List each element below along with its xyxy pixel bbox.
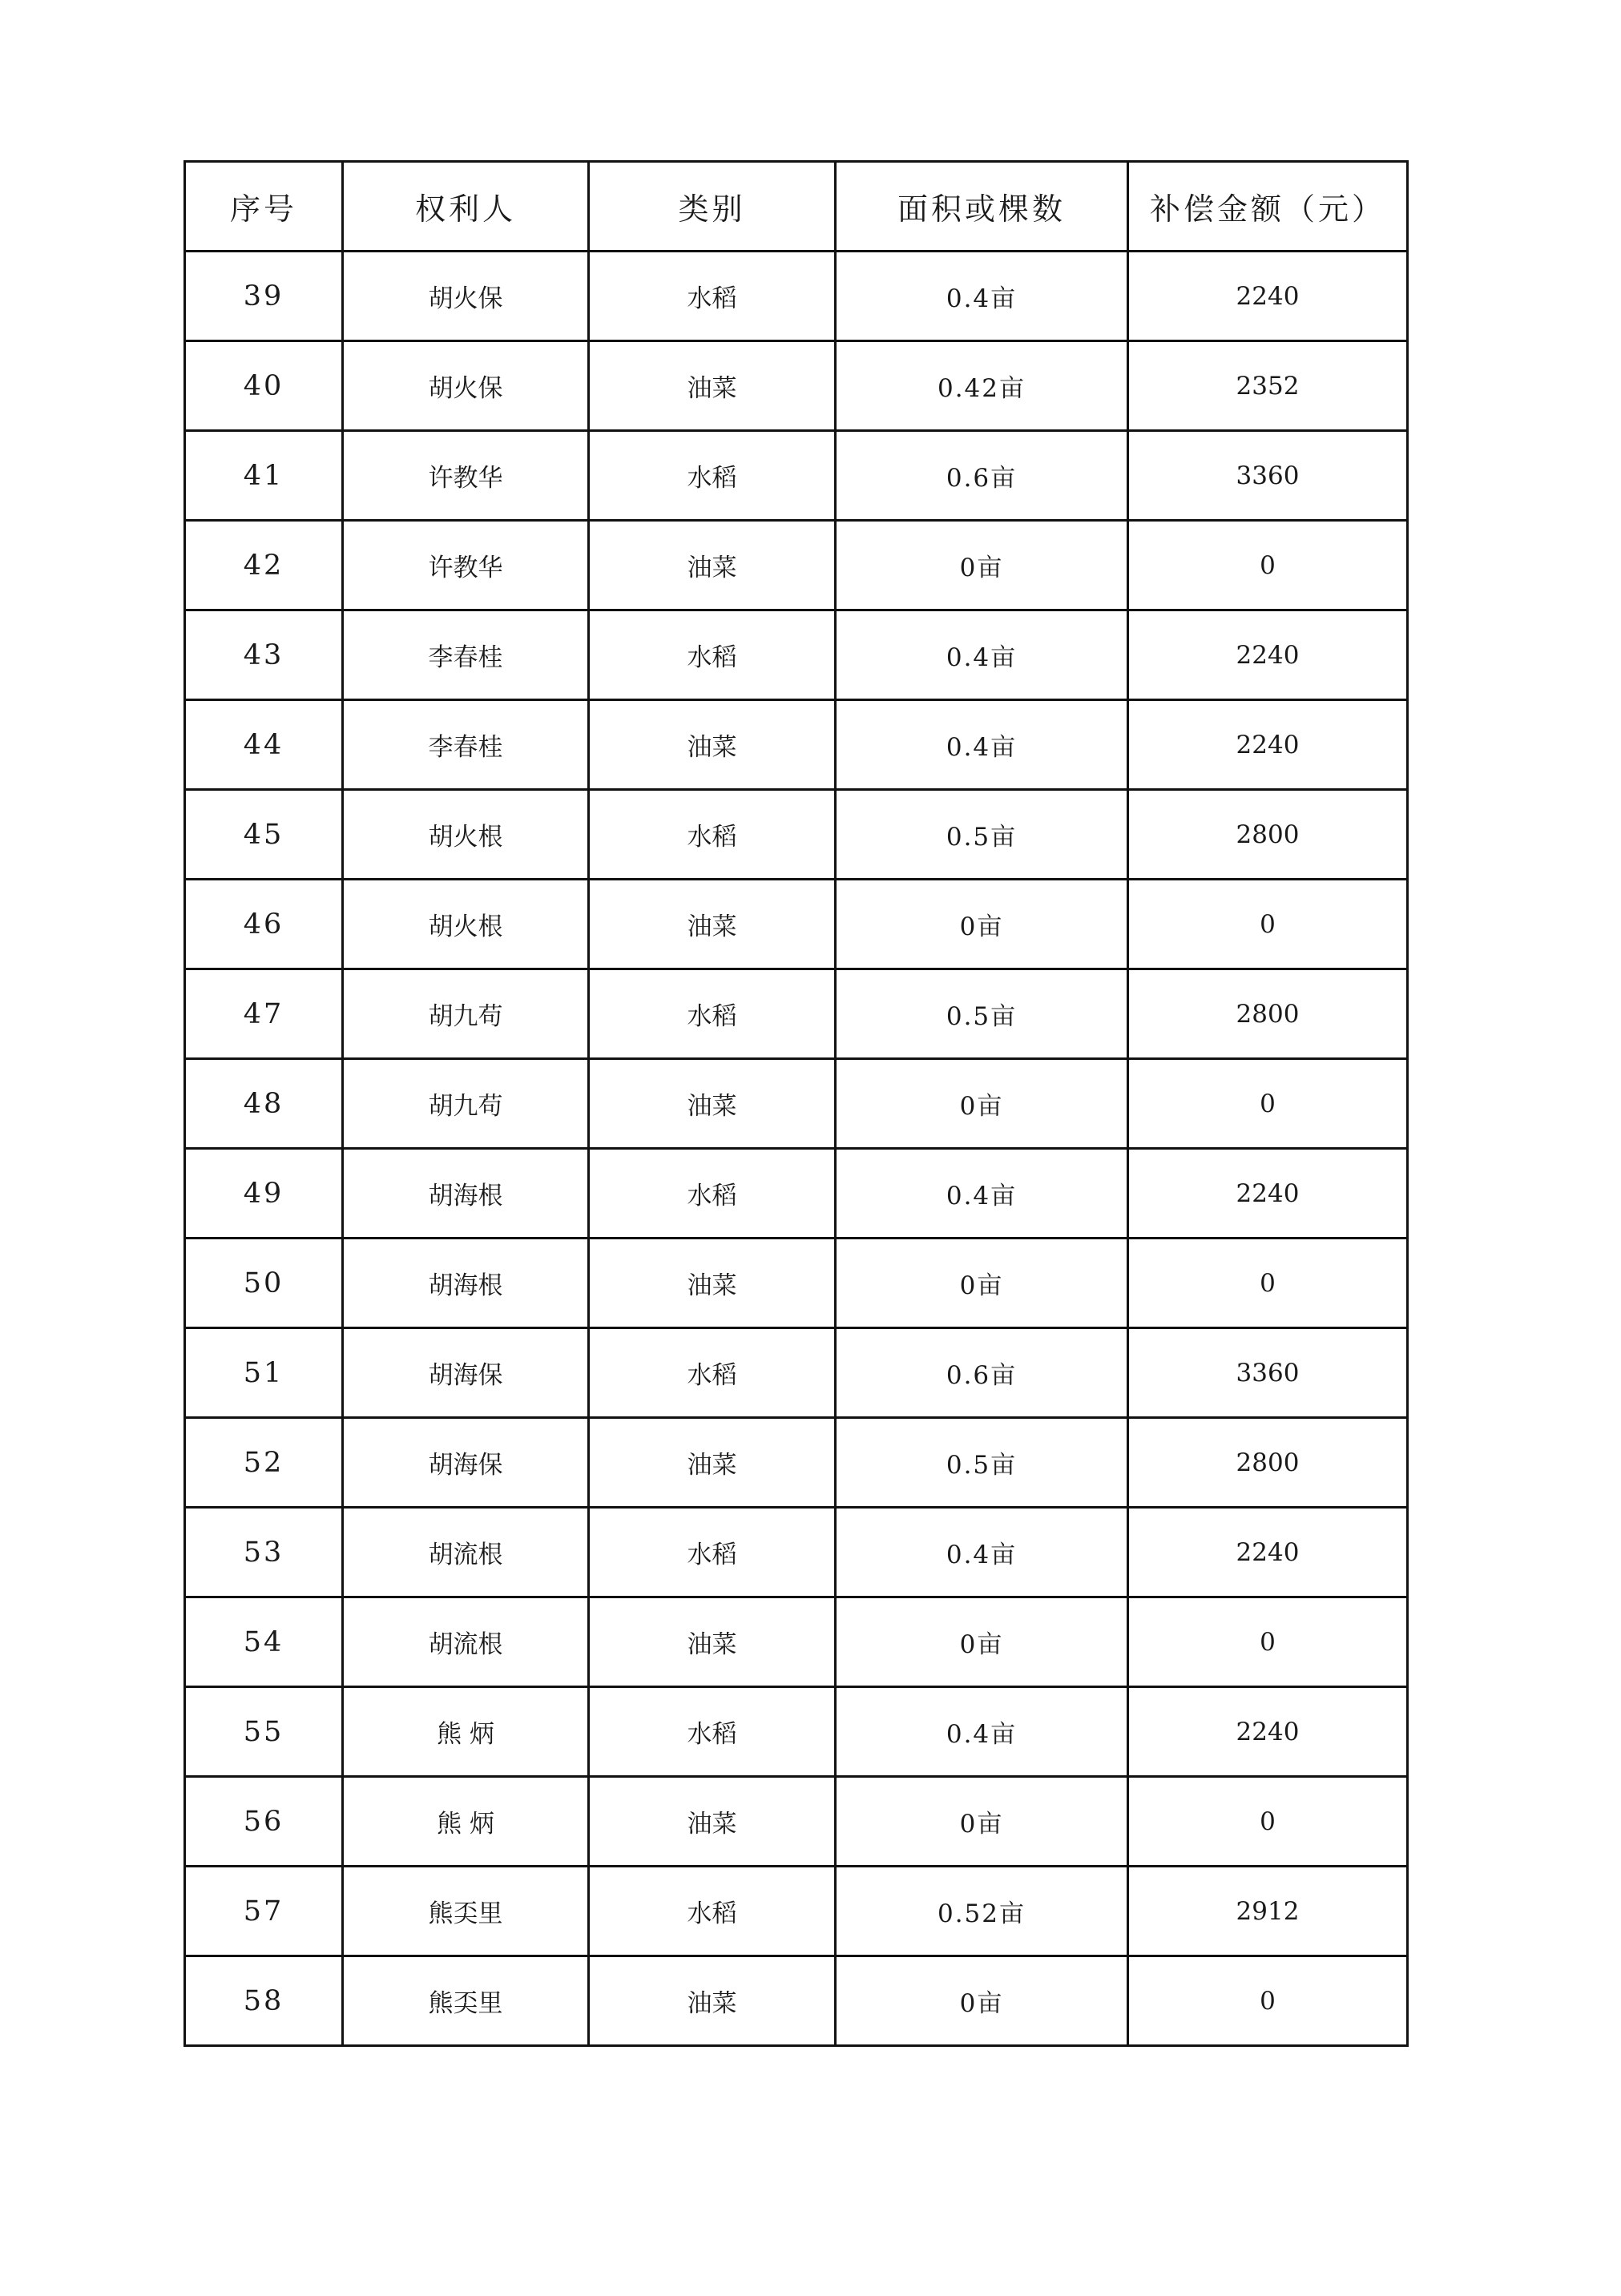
cell-index: 58	[185, 1956, 343, 2046]
cell-owner: 胡海根	[343, 1239, 589, 1328]
cell-amount: 2800	[1128, 1418, 1408, 1508]
cell-amount: 0	[1128, 1597, 1408, 1687]
cell-area: 0亩	[836, 1777, 1128, 1867]
table-row	[185, 1508, 1408, 1597]
cell-owner: 胡火保	[343, 252, 589, 341]
cell-area: 0.5亩	[836, 790, 1128, 880]
cell-amount: 2800	[1128, 790, 1408, 880]
table-row	[185, 431, 1408, 521]
cell-amount: 2240	[1128, 252, 1408, 341]
header-amount: 补偿金额（元）	[1128, 162, 1408, 252]
cell-amount: 0	[1128, 1239, 1408, 1328]
cell-owner: 胡九苟	[343, 969, 589, 1059]
cell-index: 41	[185, 431, 343, 521]
table-row	[185, 1956, 1408, 2046]
cell-amount: 2912	[1128, 1867, 1408, 1956]
cell-area: 0.4亩	[836, 1149, 1128, 1239]
cell-category: 水稻	[589, 1867, 836, 1956]
cell-category: 油菜	[589, 880, 836, 969]
cell-index: 45	[185, 790, 343, 880]
cell-index: 48	[185, 1059, 343, 1149]
cell-owner: 李春桂	[343, 700, 589, 790]
cell-owner: 熊 炳	[343, 1687, 589, 1777]
cell-area: 0.5亩	[836, 1418, 1128, 1508]
cell-index: 46	[185, 880, 343, 969]
cell-amount: 3360	[1128, 1328, 1408, 1418]
cell-amount: 2240	[1128, 610, 1408, 700]
table-row	[185, 1597, 1408, 1687]
cell-area: 0.4亩	[836, 1508, 1128, 1597]
cell-category: 油菜	[589, 1239, 836, 1328]
header-owner: 权利人	[343, 162, 589, 252]
cell-amount: 0	[1128, 1956, 1408, 2046]
cell-area: 0亩	[836, 521, 1128, 610]
table-row	[185, 1867, 1408, 1956]
cell-area: 0.4亩	[836, 1687, 1128, 1777]
cell-area: 0.6亩	[836, 1328, 1128, 1418]
table-body	[185, 252, 1408, 2046]
cell-index: 52	[185, 1418, 343, 1508]
cell-owner: 许教华	[343, 431, 589, 521]
cell-owner: 胡海根	[343, 1149, 589, 1239]
cell-category: 水稻	[589, 1508, 836, 1597]
cell-category: 水稻	[589, 1328, 836, 1418]
table-row	[185, 880, 1408, 969]
cell-area: 0.4亩	[836, 252, 1128, 341]
cell-index: 49	[185, 1149, 343, 1239]
table-row	[185, 1777, 1408, 1867]
header-area: 面积或棵数	[836, 162, 1128, 252]
cell-area: 0.42亩	[836, 341, 1128, 431]
table-row	[185, 521, 1408, 610]
cell-area: 0亩	[836, 1597, 1128, 1687]
table-row	[185, 1687, 1408, 1777]
cell-area: 0.4亩	[836, 610, 1128, 700]
cell-index: 54	[185, 1597, 343, 1687]
cell-category: 油菜	[589, 1777, 836, 1867]
cell-index: 40	[185, 341, 343, 431]
cell-amount: 0	[1128, 1777, 1408, 1867]
cell-category: 油菜	[589, 521, 836, 610]
table-row	[185, 790, 1408, 880]
table-row	[185, 341, 1408, 431]
cell-amount: 2800	[1128, 969, 1408, 1059]
cell-category: 水稻	[589, 431, 836, 521]
cell-index: 57	[185, 1867, 343, 1956]
cell-area: 0亩	[836, 880, 1128, 969]
cell-index: 43	[185, 610, 343, 700]
cell-amount: 0	[1128, 880, 1408, 969]
cell-area: 0.52亩	[836, 1867, 1128, 1956]
cell-index: 50	[185, 1239, 343, 1328]
cell-owner: 李春桂	[343, 610, 589, 700]
cell-amount: 0	[1128, 521, 1408, 610]
table-row	[185, 1418, 1408, 1508]
cell-index: 56	[185, 1777, 343, 1867]
cell-index: 55	[185, 1687, 343, 1777]
header-index: 序号	[185, 162, 343, 252]
table-row	[185, 1059, 1408, 1149]
table-row	[185, 610, 1408, 700]
table-row	[185, 700, 1408, 790]
cell-index: 53	[185, 1508, 343, 1597]
cell-category: 水稻	[589, 610, 836, 700]
cell-category: 油菜	[589, 700, 836, 790]
cell-area: 0亩	[836, 1956, 1128, 2046]
cell-owner: 胡流根	[343, 1597, 589, 1687]
cell-owner: 胡流根	[343, 1508, 589, 1597]
cell-area: 0亩	[836, 1059, 1128, 1149]
cell-index: 44	[185, 700, 343, 790]
cell-owner: 胡火保	[343, 341, 589, 431]
cell-owner: 许教华	[343, 521, 589, 610]
cell-category: 油菜	[589, 341, 836, 431]
header-category: 类别	[589, 162, 836, 252]
cell-owner: 熊奀里	[343, 1867, 589, 1956]
cell-amount: 2240	[1128, 1149, 1408, 1239]
cell-category: 油菜	[589, 1597, 836, 1687]
cell-area: 0.5亩	[836, 969, 1128, 1059]
table-row	[185, 1149, 1408, 1239]
cell-index: 51	[185, 1328, 343, 1418]
compensation-table	[183, 160, 1409, 2047]
cell-category: 水稻	[589, 790, 836, 880]
cell-owner: 胡海保	[343, 1328, 589, 1418]
cell-owner: 熊奀里	[343, 1956, 589, 2046]
cell-amount: 3360	[1128, 431, 1408, 521]
cell-category: 油菜	[589, 1059, 836, 1149]
cell-category: 水稻	[589, 1687, 836, 1777]
cell-category: 油菜	[589, 1956, 836, 2046]
table-row	[185, 1239, 1408, 1328]
cell-amount: 2240	[1128, 1687, 1408, 1777]
cell-area: 0亩	[836, 1239, 1128, 1328]
cell-amount: 2240	[1128, 1508, 1408, 1597]
cell-category: 水稻	[589, 252, 836, 341]
cell-area: 0.6亩	[836, 431, 1128, 521]
cell-area: 0.4亩	[836, 700, 1128, 790]
table-row	[185, 252, 1408, 341]
table-row	[185, 969, 1408, 1059]
cell-owner: 熊 炳	[343, 1777, 589, 1867]
cell-amount: 0	[1128, 1059, 1408, 1149]
cell-owner: 胡火根	[343, 790, 589, 880]
cell-category: 水稻	[589, 969, 836, 1059]
table-row	[185, 1328, 1408, 1418]
table-header-row	[185, 162, 1408, 252]
cell-category: 油菜	[589, 1418, 836, 1508]
cell-owner: 胡海保	[343, 1418, 589, 1508]
cell-amount: 2240	[1128, 700, 1408, 790]
cell-category: 水稻	[589, 1149, 836, 1239]
cell-index: 39	[185, 252, 343, 341]
cell-owner: 胡火根	[343, 880, 589, 969]
cell-index: 47	[185, 969, 343, 1059]
cell-owner: 胡九苟	[343, 1059, 589, 1149]
cell-index: 42	[185, 521, 343, 610]
cell-amount: 2352	[1128, 341, 1408, 431]
